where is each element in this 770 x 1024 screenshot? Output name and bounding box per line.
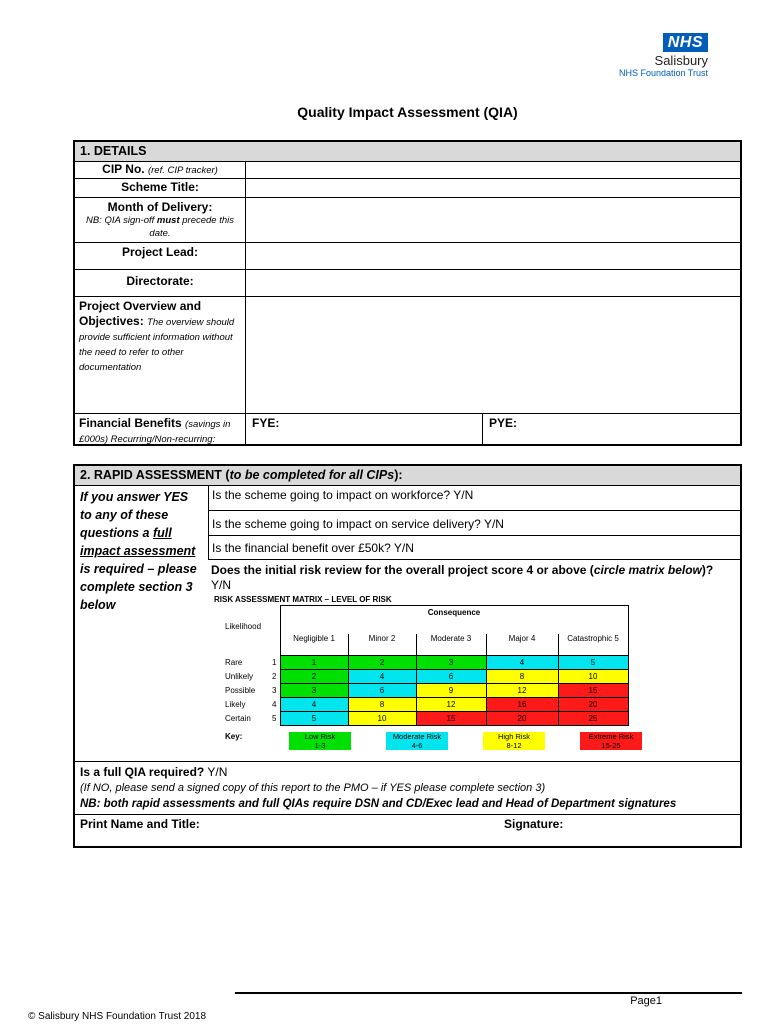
- key-high-risk: High Risk 8-12: [483, 732, 545, 750]
- risk-cell[interactable]: 4: [486, 656, 558, 670]
- risk-cell[interactable]: 3: [280, 684, 348, 698]
- risk-cell[interactable]: 12: [416, 698, 486, 712]
- likelihood-label: Likelihood: [222, 620, 280, 634]
- cip-label: CIP No. (ref. CIP tracker): [75, 162, 246, 178]
- fye-field[interactable]: FYE:: [246, 414, 483, 444]
- logo-org-name: Salisbury: [654, 53, 708, 68]
- row-label: Likely 4: [222, 698, 280, 712]
- col-header: Minor 2: [348, 634, 416, 656]
- scheme-title-row: [75, 179, 740, 198]
- section-rapid-assessment: [73, 464, 742, 848]
- directorate-row: [75, 270, 740, 297]
- directorate-label: Directorate:: [75, 270, 246, 296]
- month-row: [75, 198, 740, 243]
- scheme-title-label: Scheme Title:: [75, 179, 246, 197]
- footer-divider: [235, 992, 742, 994]
- directorate-field[interactable]: [246, 270, 740, 296]
- risk-cell[interactable]: 10: [348, 712, 416, 726]
- risk-cell[interactable]: 20: [558, 698, 628, 712]
- scheme-title-field[interactable]: [246, 179, 740, 197]
- col-header: Negligible 1: [280, 634, 348, 656]
- likelihood-header: [222, 606, 280, 620]
- full-qia-question[interactable]: Is a full QIA required? Y/N: [80, 765, 228, 779]
- logo-trust-name: NHS Foundation Trust: [618, 68, 708, 78]
- risk-cell[interactable]: 2: [348, 656, 416, 670]
- if-no-note: (If NO, please send a signed copy of this report to the PMO – if YES please complete section 3): [80, 782, 546, 794]
- copyright: © Salisbury NHS Foundation Trust 2018: [28, 1011, 207, 1022]
- project-lead-row: [75, 243, 740, 270]
- cip-field[interactable]: [246, 162, 740, 178]
- financial-label: Financial Benefits (savings in £000s) Recurring/Non-recurring:: [75, 414, 246, 444]
- col-header: Moderate 3: [416, 634, 486, 656]
- risk-cell[interactable]: 8: [486, 670, 558, 684]
- section-details: [73, 140, 742, 446]
- risk-cell[interactable]: 1: [280, 656, 348, 670]
- question-workforce[interactable]: Is the scheme going to impact on workforce? Y/N: [208, 486, 740, 511]
- risk-cell[interactable]: 4: [280, 698, 348, 712]
- risk-cell[interactable]: 5: [280, 712, 348, 726]
- risk-cell[interactable]: 9: [416, 684, 486, 698]
- risk-question-text[interactable]: Does the initial risk review for the overall project score 4 or above (circle matrix below)? Y/N: [211, 563, 714, 592]
- row-label: Certain 5: [222, 712, 280, 726]
- page-number: Page1: [630, 995, 662, 1007]
- risk-cell[interactable]: 25: [558, 712, 628, 726]
- section-details-heading: 1. DETAILS: [75, 142, 740, 162]
- risk-cell[interactable]: 2: [280, 670, 348, 684]
- risk-cell[interactable]: 6: [416, 670, 486, 684]
- nhs-logo: [598, 33, 708, 79]
- key-moderate-risk: Moderate Risk 4-6: [386, 732, 448, 750]
- risk-cell[interactable]: 20: [486, 712, 558, 726]
- risk-cell[interactable]: 5: [558, 656, 628, 670]
- pye-field[interactable]: PYE:: [489, 416, 518, 430]
- signoff-row: [75, 814, 740, 850]
- risk-cell[interactable]: 16: [486, 698, 558, 712]
- key-low-risk: Low Risk 1-3: [289, 732, 351, 750]
- col-header: Major 4: [486, 634, 558, 656]
- risk-cell[interactable]: 3: [416, 656, 486, 670]
- print-name-field[interactable]: Print Name and Title:: [80, 817, 200, 831]
- question-service-delivery[interactable]: Is the scheme going to impact on service delivery? Y/N: [208, 511, 740, 536]
- risk-cell[interactable]: 10: [558, 670, 628, 684]
- row-label: Rare 1: [222, 656, 280, 670]
- rapid-assessment-body: [75, 486, 740, 762]
- row-label: Unlikely 2: [222, 670, 280, 684]
- risk-matrix: [222, 605, 629, 726]
- risk-key: [225, 732, 737, 750]
- consequence-header: Consequence: [280, 606, 628, 620]
- overview-label: Project Overview and Objectives: The overview should provide sufficient information without the need to refer to other documentation: [75, 297, 246, 413]
- risk-cell[interactable]: 12: [486, 684, 558, 698]
- col-header: Catastrophic 5: [558, 634, 628, 656]
- overview-row: [75, 297, 740, 414]
- full-qia-block: [75, 762, 740, 814]
- signature-field[interactable]: Signature:: [504, 817, 564, 831]
- project-lead-label: Project Lead:: [75, 243, 246, 269]
- project-lead-field[interactable]: [246, 243, 740, 269]
- risk-cell[interactable]: 15: [416, 712, 486, 726]
- key-label: Key:: [225, 732, 243, 741]
- document-title: Quality Impact Assessment (QIA): [297, 104, 518, 120]
- month-field[interactable]: [246, 198, 740, 242]
- financial-row: [75, 414, 740, 444]
- overview-field[interactable]: [246, 297, 740, 413]
- rapid-instructions: If you answer YES to any of these questions a full impact assessment is required – please complete section 3 below: [80, 490, 197, 612]
- nhs-lozenge: NHS: [663, 33, 708, 52]
- nb-note: NB: both rapid assessments and full QIAs require DSN and CD/Exec lead and Head of Department signatures: [80, 798, 677, 810]
- rapid-questions: [208, 486, 740, 761]
- month-label: Month of Delivery: NB: QIA sign-off must precede this date.: [75, 198, 246, 242]
- risk-cell[interactable]: 4: [348, 670, 416, 684]
- question-financial-benefit[interactable]: Is the financial benefit over £50k? Y/N: [208, 536, 740, 560]
- risk-cell[interactable]: 15: [558, 684, 628, 698]
- section-rapid-heading: 2. RAPID ASSESSMENT (to be completed for all CIPs):: [75, 466, 740, 486]
- matrix-title: RISK ASSESSMENT MATRIX – LEVEL OF RISK: [214, 595, 392, 604]
- cip-row: [75, 162, 740, 179]
- row-label: Possible 3: [222, 684, 280, 698]
- question-risk-review: [208, 560, 740, 762]
- risk-cell[interactable]: 8: [348, 698, 416, 712]
- risk-cell[interactable]: 6: [348, 684, 416, 698]
- key-extreme-risk: Extreme Risk 15-25: [580, 732, 642, 750]
